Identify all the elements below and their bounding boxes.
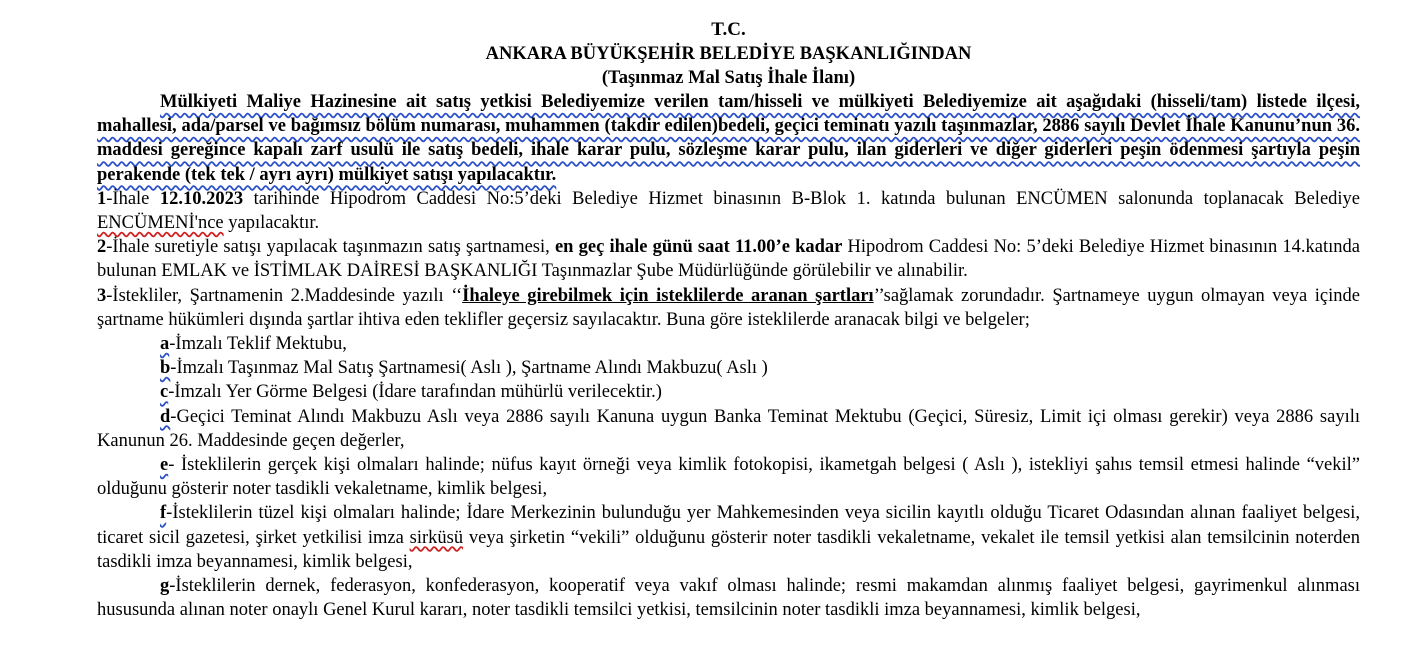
header-tc: T.C.	[711, 19, 746, 40]
item-2	[97, 235, 1360, 283]
document-page	[97, 18, 1360, 622]
item-3-number: 3	[97, 285, 107, 306]
auction-date: 12.10.2023	[159, 188, 244, 209]
subitem-text: -İsteklilerin dernek, federasyon, konfederasyon, kooperatif veya vakıf olması halinde; resmi makamdan alınmış faaliyet belgesi, gayrimenkul alınması hususunda alınan noter onaylı Genel Kurul kararı, noter tasdikli temsilci yetkisi, temsilcinin noter tasdikli imza beyannamesi, kimlik belgesi,	[97, 576, 1360, 621]
item-2-number: 2	[97, 237, 107, 258]
subitem-c	[97, 380, 1360, 404]
subitem-letter: d	[160, 406, 171, 427]
item-3-pre: -İstekliler, Şartnamenin 2.Maddesinde yazılı ‘‘	[106, 285, 463, 306]
subitem-text: -İmzalı Taşınmaz Mal Satış Şartnamesi( Aslı ), Şartname Alındı Makbuzu( Aslı )	[170, 358, 768, 379]
subitem-text: -İmzalı Teklif Mektubu,	[169, 334, 347, 355]
subitem-text: -İmzalı Yer Görme Belgesi (İdare tarafından mühürlü verilecektir.)	[168, 382, 662, 403]
subitem-letter: c	[160, 382, 169, 403]
intro-text: Mülkiyeti Maliye Hazinesine ait satış yetkisi Belediyemize verilen tam/hisseli ve mülkiyeti Belediyemize ait aşağıdaki (hisseli/tam) listede ilçesi, mahallesi, ada/parsel ve bağımsız bölüm numarası, muhammen (takdir edilen)bedeli, geçici teminatı yazılı taşınmazlar, 2886 sayılı Devlet İhale Kanunu’nun 36. maddesi gereğince kapalı zarf usulü ile satış bedeli, ihale karar pulu, sözleşme karar pulu, ilan giderleri ve diğer giderleri peşin ödenmesi şartıyla peşin perakende (tek tek / ayrı ayrı) mülkiyet satışı yapılacaktır.	[97, 92, 1360, 185]
encumen-word: ENCÜMENİ'nce	[97, 213, 224, 234]
subitem-text-post: veya şirketin “vekili” olduğunu gösterir noter tasdikli vekaletname, vekalet ile temsil yetkisi alan temsilcinin noterden tasdikli imza beyannamesi, kimlik belgesi,	[97, 527, 1360, 572]
item-3-post: ’’sağlamak zorundadır. Şartnameye uygun olmayan veya içinde şartname hükümleri dışında şartlar ihtiva eden teklifler geçersiz sayılacaktır. Buna göre isteklilerde aranacak bilgi ve belgeler;	[97, 285, 1360, 330]
subitem-letter: f	[160, 503, 167, 524]
subitem-letter: b	[160, 358, 171, 379]
subitem-f	[97, 501, 1360, 574]
item-1-pre: -İhale	[106, 188, 160, 209]
item-1-post: yapılacaktır.	[223, 213, 320, 234]
item-2-post: Hipodrom Caddesi No: 5’deki Belediye Hizmet binasının 14.katında bulunan EMLAK ve İSTİMLAK DAİRESİ BAŞKANLIĞI Taşınmazlar Şube Müdürlüğünde görülebilir ve alınabilir.	[97, 237, 1360, 282]
intro-paragraph	[97, 90, 1360, 187]
subitem-text-pre: -İsteklilerin tüzel kişi olmaları halinde; İdare Merkezinin bulunduğu yer Mahkemesinden veya sicilin kayıtlı olduğu Ticaret Odasından alınan faaliyet belgesi, ticaret sicil gazetesi, şirket yetkilisi imza	[97, 503, 1360, 548]
item-1-number: 1	[97, 188, 107, 209]
subitem-letter: g	[160, 576, 170, 597]
subitem-text: -Geçici Teminat Alındı Makbuzu Aslı veya 2886 sayılı Kanuna uygun Banka Teminat Mektubu (Geçici, Süresiz, Limit içi olması gerekir) veya 2886 sayılı Kanunun 26. Maddesinde geçen değerler,	[97, 406, 1360, 451]
subitem-b	[97, 356, 1360, 380]
item-1-mid: tarihinde Hipodrom Caddesi No:5’deki Belediye Hizmet binasının B-Blok 1. katında bulunan ENCÜMEN salonunda toplanacak Belediye	[243, 188, 1361, 209]
item-2-pre: -İhale suretiyle satışı yapılacak taşınmazın satış şartnamesi,	[106, 237, 555, 258]
subitem-e	[97, 453, 1360, 501]
item-1	[97, 187, 1360, 235]
deadline-text: en geç ihale günü saat 11.00’e kadar	[554, 237, 843, 258]
sirkusu-word: sirküsü	[409, 527, 464, 548]
item-3	[97, 284, 1360, 332]
requirements-title: İhaleye girebilmek için isteklilerde aranan şartları	[462, 285, 874, 306]
header-authority: ANKARA BÜYÜKŞEHİR BELEDİYE BAŞKANLIĞINDAN	[485, 44, 972, 64]
subitem-d	[97, 405, 1360, 453]
subitem-a	[97, 332, 1360, 356]
subitem-letter: a	[160, 334, 170, 355]
header-notice-title: (Taşınmaz Mal Satış İhale İlanı)	[601, 68, 856, 88]
subitem-text: - İsteklilerin gerçek kişi olmaları halinde; nüfus kayıt örneği veya kimlik fotokopisi, ikametgah belgesi ( Aslı ), istekliyi şahıs temsil etmesi halinde “vekil” olduğunu gösterir noter tasdikli vekaletname, kimlik belgesi,	[97, 455, 1360, 500]
subitem-g	[97, 574, 1360, 622]
subitem-letter: e	[160, 455, 169, 476]
